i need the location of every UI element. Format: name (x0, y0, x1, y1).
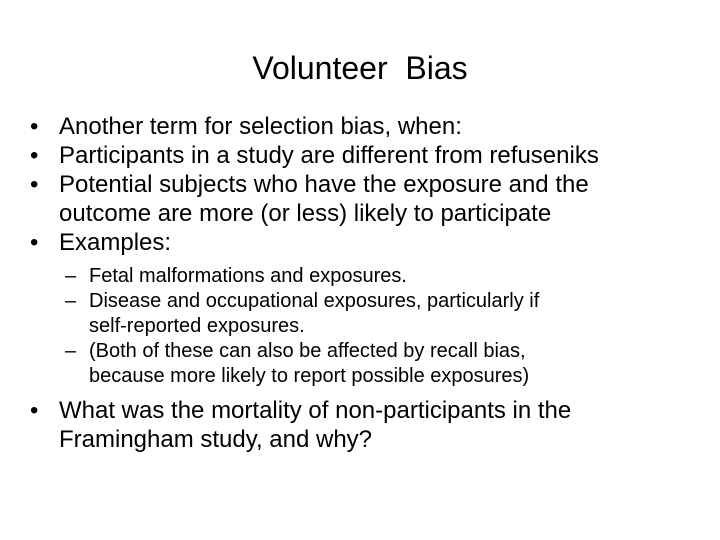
bullet-marker: • (30, 229, 39, 256)
slide-title: Volunteer Bias (252, 50, 468, 86)
sub-bullet-text: Fetal malformations and exposures. (89, 265, 407, 287)
bullet-item (30, 141, 700, 170)
sub-bullet-list (30, 264, 700, 389)
bullet-marker: • (30, 142, 39, 169)
bullet-text-continued: Framingham study, and why? (59, 426, 373, 453)
sub-bullet-item (30, 339, 700, 389)
bullet-item (30, 396, 700, 454)
bullet-marker: • (30, 113, 39, 140)
bullet-text: Potential subjects who have the exposure and the (59, 171, 589, 198)
bullet-item (30, 170, 700, 228)
slide-body (30, 112, 700, 454)
sub-bullet-item (30, 264, 700, 289)
bullet-text: Participants in a study are different from refuseniks (59, 142, 599, 169)
bullet-marker: • (30, 171, 39, 198)
dash-marker: – (65, 290, 77, 312)
sub-bullet-text: (Both of these can also be affected by recall bias, (89, 340, 526, 362)
bullet-item (30, 112, 700, 141)
sub-bullet-text-continued: self-reported exposures. (89, 315, 305, 337)
bullet-text: What was the mortality of non-participants in the (59, 397, 572, 424)
bullet-text: Another term for selection bias, when: (59, 113, 462, 140)
sub-bullet-text-continued: because more likely to report possible exposures) (89, 365, 530, 387)
bullet-text-continued: outcome are more (or less) likely to participate (59, 200, 552, 227)
dash-marker: – (65, 265, 77, 287)
dash-marker: – (65, 340, 77, 362)
bullet-marker: • (30, 397, 39, 424)
sub-bullet-text: Disease and occupational exposures, particularly if (89, 290, 540, 312)
sub-bullet-item (30, 289, 700, 339)
bullet-item (30, 228, 700, 257)
bullet-text: Examples: (59, 229, 172, 256)
